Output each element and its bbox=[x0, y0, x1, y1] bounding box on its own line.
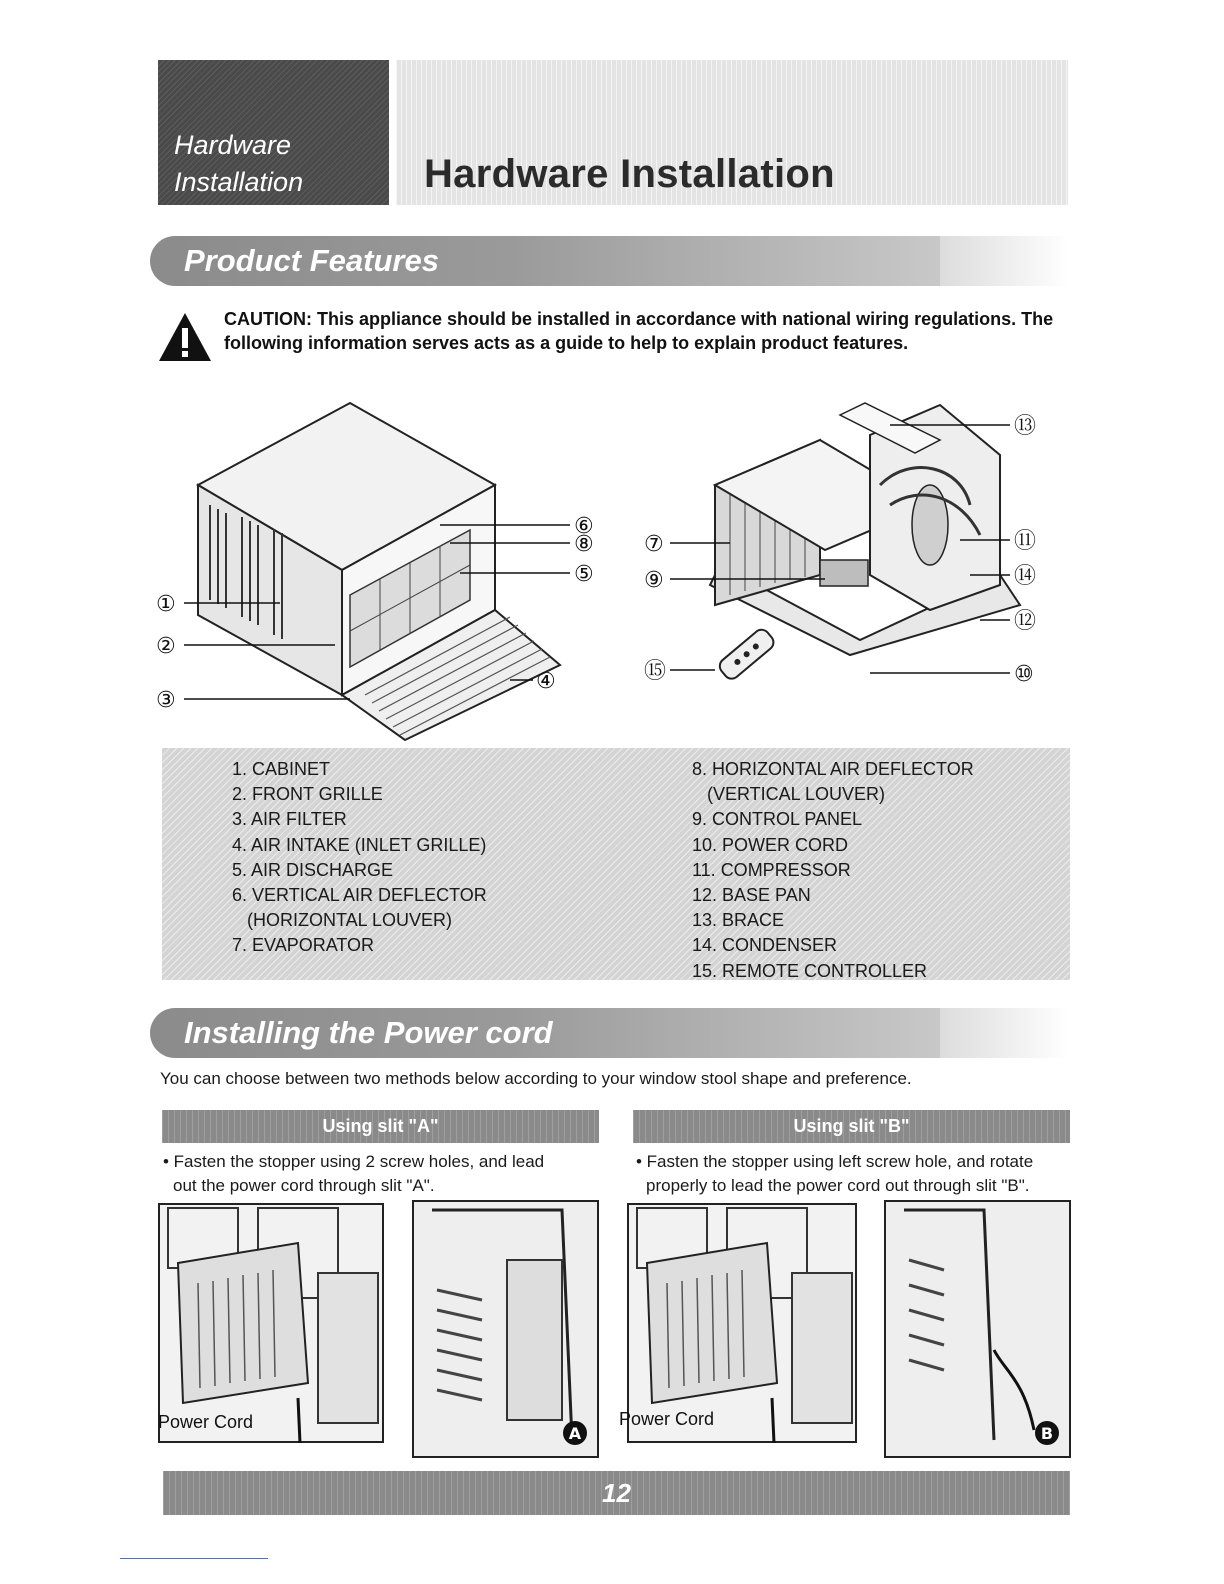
page-number: 12 bbox=[602, 1478, 631, 1508]
badge-a: A bbox=[568, 1424, 582, 1443]
method-b-window-photo bbox=[627, 1203, 857, 1443]
callout-7: ⑦ bbox=[644, 532, 664, 557]
method-a-power-cord-label: Power Cord bbox=[158, 1412, 254, 1432]
legend-left-column bbox=[232, 757, 487, 959]
method-b-line2: properly to lead the power cord out through slit "B". bbox=[646, 1176, 1030, 1195]
legend-item: 2. FRONT GRILLE bbox=[232, 784, 383, 805]
badge-b: B bbox=[1040, 1424, 1054, 1443]
caution-warning-icon bbox=[157, 311, 213, 363]
air-conditioner-internals-figure bbox=[640, 395, 1070, 705]
legend-item: 4. AIR INTAKE (INLET GRILLE) bbox=[232, 834, 487, 855]
callout-13: ⑬ bbox=[1014, 414, 1037, 439]
page-title: Hardware Installation bbox=[424, 152, 835, 196]
callout-8: ⑧ bbox=[574, 532, 594, 557]
callout-11: ⑪ bbox=[1014, 529, 1037, 554]
page-number-bar bbox=[163, 1471, 1070, 1515]
callout-5: ⑤ bbox=[574, 562, 594, 587]
callout-4: ④ bbox=[536, 669, 556, 694]
legend-item: 6. VERTICAL AIR DEFLECTOR bbox=[232, 885, 487, 906]
product-features-heading: Product Features bbox=[184, 243, 439, 278]
method-a-line2: out the power cord through slit "A". bbox=[173, 1176, 435, 1195]
bar-fade bbox=[940, 1008, 1070, 1058]
header-label-line1: Hardware bbox=[174, 130, 292, 160]
legend-item: 5. AIR DISCHARGE bbox=[232, 859, 394, 880]
callout-10: ⑩ bbox=[1014, 662, 1034, 687]
air-conditioner-front-figure bbox=[150, 395, 610, 745]
legend-item: 7. EVAPORATOR bbox=[232, 935, 375, 956]
caution-text: CAUTION: This appliance should be installed in accordance with national wiring regulations. The following information serves acts as a guide to help to explain product features. bbox=[224, 309, 1054, 353]
header-label-line2: Installation bbox=[174, 167, 304, 197]
method-a-title: Using slit "A" bbox=[162, 1110, 599, 1143]
method-a-closeup-photo bbox=[412, 1200, 599, 1458]
method-b-title: Using slit "B" bbox=[633, 1110, 1070, 1143]
legend-item: 11. COMPRESSOR bbox=[692, 859, 851, 880]
legend-item: 9. CONTROL PANEL bbox=[692, 809, 863, 830]
legend-item: 10. POWER CORD bbox=[692, 834, 849, 855]
legend-item: 3. AIR FILTER bbox=[232, 809, 347, 830]
callout-6: ⑥ bbox=[574, 514, 594, 539]
callout-12: ⑫ bbox=[1014, 609, 1037, 634]
legend-item: 13. BRACE bbox=[692, 910, 785, 931]
legend-item: (HORIZONTAL LOUVER) bbox=[232, 910, 453, 931]
legend-item: 1. CABINET bbox=[232, 759, 331, 779]
callout-1: ① bbox=[156, 592, 176, 617]
legend-item: 15. REMOTE CONTROLLER bbox=[692, 960, 928, 981]
callout-14: ⑭ bbox=[1014, 564, 1037, 589]
power-cord-intro: You can choose between two methods below according to your window stool shape and preference. bbox=[160, 1069, 912, 1088]
footer-rule bbox=[120, 1558, 268, 1559]
callout-9: ⑨ bbox=[644, 568, 664, 593]
method-a-window-photo bbox=[158, 1203, 384, 1443]
legend-right-column bbox=[692, 757, 974, 984]
legend-item: 14. CONDENSER bbox=[692, 935, 838, 956]
callout-2: ② bbox=[156, 634, 176, 659]
method-a-description bbox=[163, 1150, 603, 1198]
legend-item: 12. BASE PAN bbox=[692, 885, 811, 906]
method-a-line1: • Fasten the stopper using 2 screw holes, and lead bbox=[163, 1152, 545, 1171]
header-section-label bbox=[174, 127, 384, 201]
legend-item: 8. HORIZONTAL AIR DEFLECTOR bbox=[692, 759, 974, 779]
method-b-power-cord-label: Power Cord bbox=[619, 1409, 715, 1429]
bar-fade bbox=[940, 236, 1070, 286]
method-b-closeup-photo bbox=[884, 1200, 1071, 1458]
method-b-line1: • Fasten the stopper using left screw hole, and rotate bbox=[636, 1152, 1034, 1171]
callout-15: ⑮ bbox=[644, 659, 667, 684]
power-cord-heading: Installing the Power cord bbox=[184, 1015, 553, 1050]
legend-item: (VERTICAL LOUVER) bbox=[692, 784, 886, 805]
callout-3: ③ bbox=[156, 688, 176, 713]
method-b-description bbox=[636, 1150, 1076, 1198]
